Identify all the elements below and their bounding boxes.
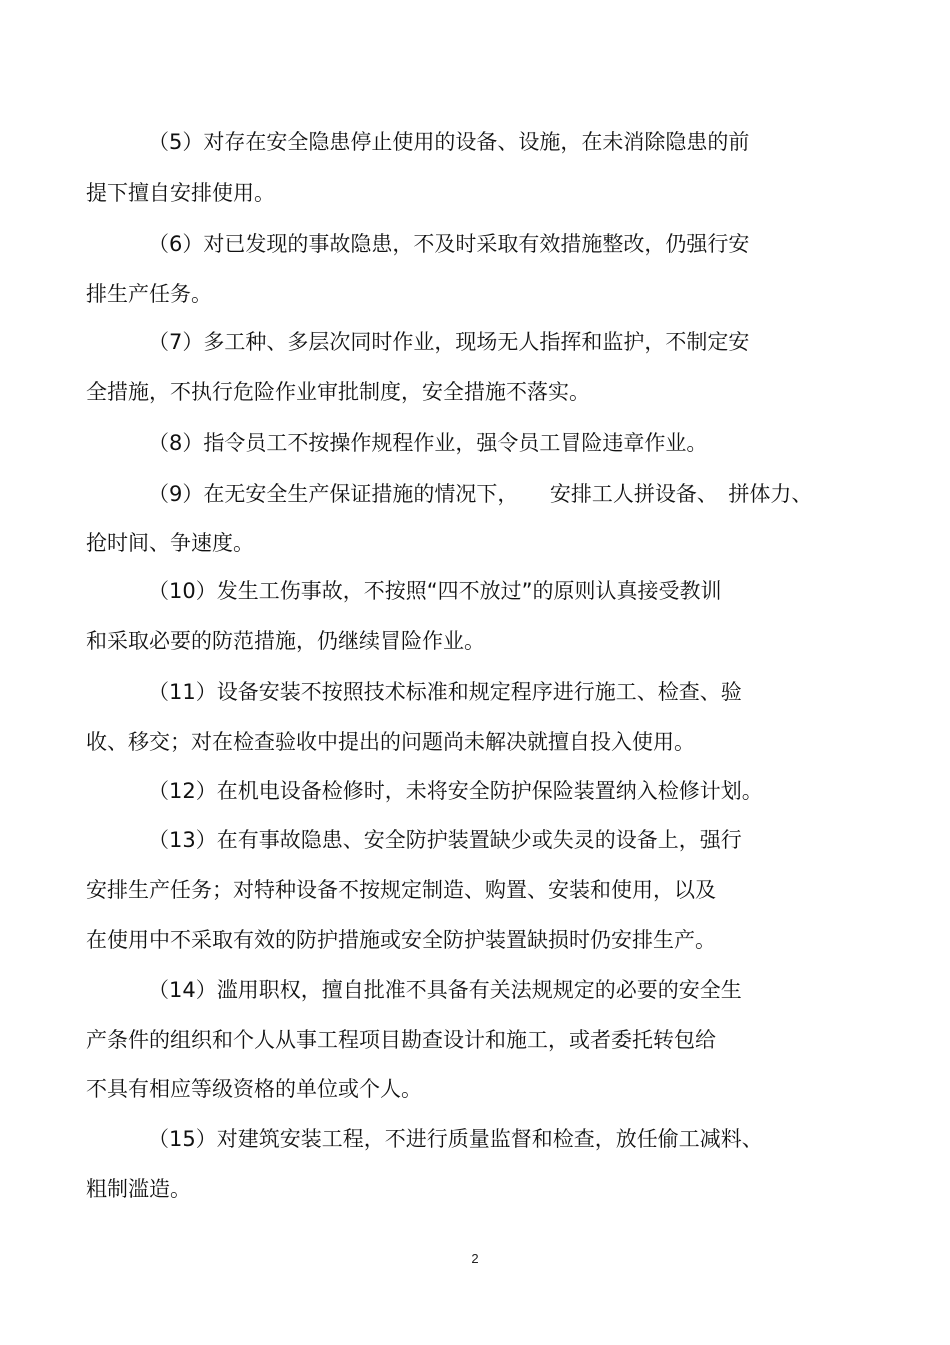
paragraph-10-line-1: （10）发生工伤事故，不按照“四不放过”的原则认真接受教训 bbox=[148, 579, 722, 603]
paragraph-14-line-1: （14）滥用职权，擅自批准不具备有关法规规定的必要的安全生 bbox=[148, 978, 742, 1002]
paragraph-6-line-2: 排生产任务。 bbox=[86, 282, 212, 306]
paragraph-9-line-2: 抢时间、争速度。 bbox=[86, 531, 254, 555]
page-number: 2 bbox=[471, 1251, 479, 1266]
paragraph-14-line-3: 不具有相应等级资格的单位或个人。 bbox=[86, 1077, 422, 1101]
paragraph-5-line-2: 提下擅自安排使用。 bbox=[86, 181, 275, 205]
paragraph-7-line-2: 全措施，不执行危险作业审批制度，安全措施不落实。 bbox=[86, 380, 590, 404]
paragraph-13-line-2: 安排生产任务；对特种设备不按规定制造、购置、安装和使用，以及 bbox=[86, 878, 716, 902]
paragraph-15-line-2: 粗制滥造。 bbox=[86, 1177, 191, 1201]
paragraph-15-line-1: （15）对建筑安装工程，不进行质量监督和检查，放任偷工减料、 bbox=[148, 1127, 763, 1151]
paragraph-7-line-1: （7）多工种、多层次同时作业，现场无人指挥和监护，不制定安 bbox=[148, 330, 750, 354]
paragraph-14-line-2: 产条件的组织和个人从事工程项目勘查设计和施工，或者委托转包给 bbox=[86, 1028, 716, 1052]
paragraph-11-line-2: 收、移交；对在检查验收中提出的问题尚未解决就擅自投入使用。 bbox=[86, 730, 695, 754]
paragraph-13-line-3: 在使用中不采取有效的防护措施或安全防护装置缺损时仍安排生产。 bbox=[86, 928, 716, 952]
paragraph-13-line-1: （13）在有事故隐患、安全防护装置缺少或失灵的设备上，强行 bbox=[148, 828, 742, 852]
paragraph-10-line-2: 和采取必要的防范措施，仍继续冒险作业。 bbox=[86, 629, 485, 653]
paragraph-12-line-1: （12）在机电设备检修时，未将安全防护保险装置纳入检修计划。 bbox=[148, 779, 763, 803]
paragraph-5-line-1: （5）对存在安全隐患停止使用的设备、设施，在未消除隐患的前 bbox=[148, 130, 750, 154]
paragraph-9-line-1: （9）在无安全生产保证措施的情况下， 安排工人拼设备、 拼体力、 bbox=[148, 482, 813, 506]
paragraph-8-line-1: （8）指令员工不按操作规程作业，强令员工冒险违章作业。 bbox=[148, 431, 708, 455]
paragraph-6-line-1: （6）对已发现的事故隐患，不及时采取有效措施整改，仍强行安 bbox=[148, 232, 750, 256]
paragraph-11-line-1: （11）设备安装不按照技术标准和规定程序进行施工、检查、验 bbox=[148, 680, 742, 704]
